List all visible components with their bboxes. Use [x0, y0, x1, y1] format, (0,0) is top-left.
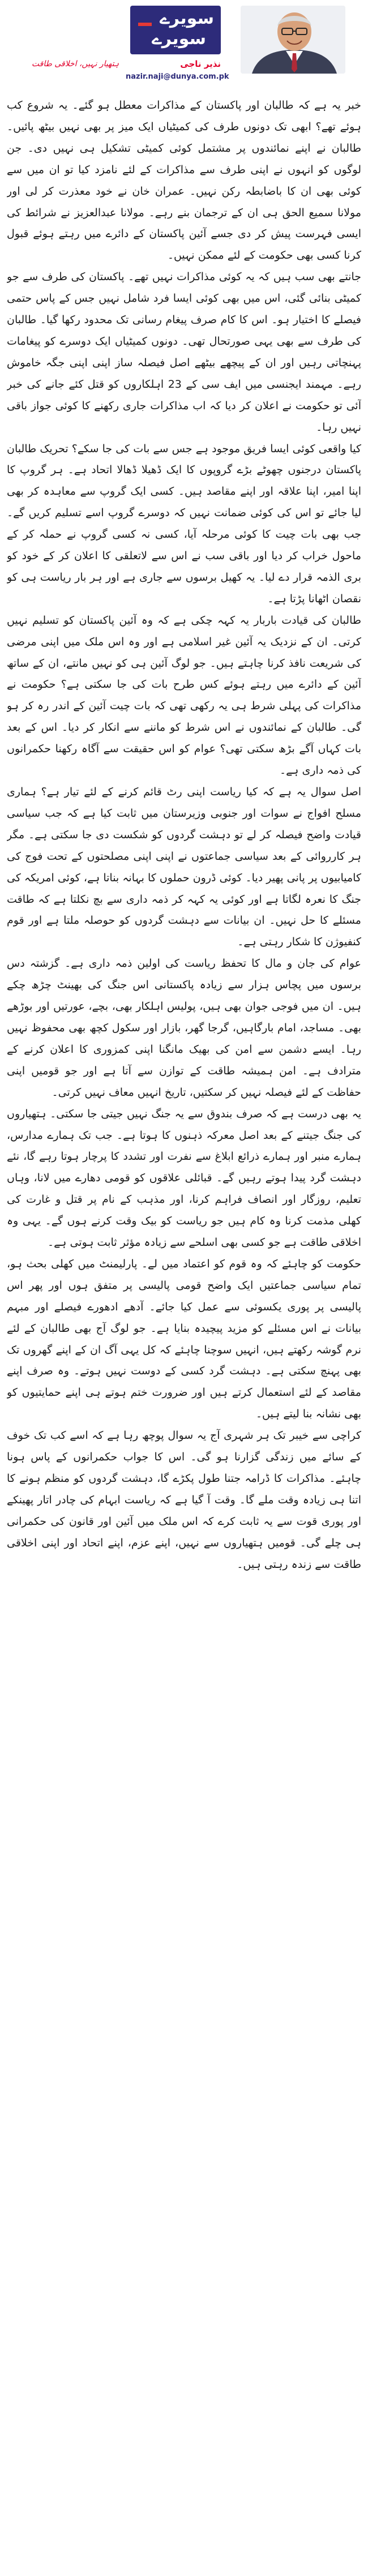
- author-name: نذیر ناجی: [180, 59, 221, 69]
- author-photo: [241, 6, 345, 74]
- column-header: [0, 0, 368, 91]
- article-paragraph: کیا واقعی کوئی ایسا فریق موجود ہے جس سے بات کی جا سکے؟ تحریک طالبان پاکستان درجنوں چھوٹے بڑے گروپوں کا ایک ڈھیلا ڈھالا اتحاد ہے۔ ہر گروپ کا اپنا امیر، اپنا علاقہ اور اپنے مقاصد ہیں۔ کسی ایک گروپ سے معاہدہ کر بھی لیا جائے تو اس کی کوئی ضمانت نہیں کہ دوسرے گروپ اسے تسلیم کریں گے۔ جب بھی بات چیت کا کوئی مرحلہ آیا، کسی نہ کسی گروپ نے حملہ کر کے ماحول خراب کر دیا اور باقی سب نے اس سے لاتعلقی کا اعلان کر کے خود کو بری الذمہ قرار دے لیا۔ یہ کھیل برسوں سے جاری ہے اور ہر بار ریاست ہی کو نقصان اٹھانا پڑتا ہے۔: [7, 442, 361, 605]
- article-paragraph: جانتے بھی سب ہیں کہ یہ کوئی مذاکرات نہیں تھے۔ پاکستان کی طرف سے جو کمیٹی بنائی گئی، اس میں بھی کوئی ایسا فرد شامل نہیں جس کے پاس حتمی فیصلے کا اختیار ہو۔ اس کا کام صرف پیغام رسانی تک محدود رکھا گیا۔ طالبان کی طرف سے بھی یہی صورتحال تھی۔ دونوں کمیٹیاں ایک دوسرے کو پیغامات پہنچاتی رہیں اور ان کے پیچھے بیٹھے اصل فیصلہ ساز اپنی اپنی جگہ خاموش رہے۔ مہمند ایجنسی میں ایف سی کے 23 اہلکاروں کو قتل کئے جانے کی خبر آئی تو حکومت نے اعلان کر دیا کہ اب مذاکرات جاری رکھنے کا کوئی جواز باقی نہیں رہا۔: [7, 271, 361, 434]
- article-paragraph: کراچی سے خیبر تک ہر شہری آج یہ سوال پوچھ رہا ہے کہ اسے کب تک خوف کے سائے میں زندگی گزارنا ہو گی۔ اس کا جواب حکمرانوں کے پاس ہونا چاہئے۔ مذاکرات کا ڈرامہ جتنا طول پکڑے گا، دہشت گردوں کو منظم ہونے کا اتنا ہی زیادہ وقت ملے گا۔ وقت آ گیا ہے کہ ریاست ابہام کی چادر اتار پھینکے اور پوری قوت سے یہ ثابت کرے کہ اس ملک میں آئین اور قانون کی حکمرانی ہی چلے گی۔ قومیں ہتھیاروں سے نہیں، اپنے عزم، اپنے اتحاد اور اپنی اخلاقی طاقت سے زندہ رہتی ہیں۔: [7, 1429, 361, 1571]
- article-paragraph: خبر یہ ہے کہ طالبان اور پاکستان کے مذاکرات معطل ہو گئے۔ یہ شروع کب ہوئے تھے؟ ابھی تک دونوں طرف کی کمیٹیاں ایک میز پر بھی نہیں بیٹھ پائیں۔ طالبان نے اپنے نمائندوں پر مشتمل کوئی کمیٹی تشکیل ہی نہیں دی۔ جن لوگوں کو انہوں نے اپنی طرف سے مذاکرات کے لئے نامزد کیا تو ان میں سے کوئی بھی ان کا باضابطہ رکن نہیں۔ عمران خان نے خود معذرت کر لی اور مولانا سمیع الحق ہی ان کے ترجمان بنے رہے۔ مولانا عبدالعزیز نے شرائط کی ایسی فہرست پیش کر دی جسے آئین پاکستان کے دائرے میں رہتے ہوئے قبول کرنا کسی بھی حکومت کے لئے ممکن نہیں۔: [7, 99, 361, 262]
- article-paragraph: اصل سوال یہ ہے کہ کیا ریاست اپنی رٹ قائم کرنے کے لئے تیار ہے؟ ہماری مسلح افواج نے سوات اور جنوبی وزیرستان میں ثابت کیا ہے کہ جب سیاسی قیادت واضح فیصلہ کر لے تو دہشت گردوں کو شکست دی جا سکتی ہے۔ مگر ہر کارروائی کے بعد سیاسی جماعتوں نے اپنی اپنی مصلحتوں کے تحت فوج کی کامیابیوں پر پانی پھیر دیا۔ کوئی ڈرون حملوں کا بہانہ بناتا ہے، کوئی امریکہ کی جنگ کا نعرہ لگاتا ہے اور کوئی یہ کہہ کر ذمہ داری سے بچ نکلتا ہے کہ طاقت مسئلے کا حل نہیں۔ ان بیانات سے دہشت گردوں کو حوصلہ ملتا ہے اور قوم کنفیوژن کا شکار رہتی ہے۔: [7, 786, 361, 949]
- author-email: nazir.naji@dunya.com.pk: [126, 72, 229, 81]
- logo-accent-icon: [138, 23, 152, 26]
- logo-line-2: سویرے: [152, 29, 206, 49]
- column-logo: [130, 6, 221, 54]
- column-title: ہتھیار نہیں، اخلاقی طاقت: [31, 59, 119, 68]
- article-paragraph: یہ بھی درست ہے کہ صرف بندوق سے یہ جنگ نہیں جیتی جا سکتی۔ ہتھیاروں کی جنگ جیتنے کے بعد اصل معرکہ ذہنوں کا ہوتا ہے۔ جب تک ہمارے مدارس، ہمارے منبر اور ہمارے ذرائع ابلاغ سے نفرت اور تشدد کا پرچار ہوتا رہے گا، نئے دہشت گرد پیدا ہوتے رہیں گے۔ قبائلی علاقوں کو قومی دھارے میں لانا، وہاں تعلیم، روزگار اور انصاف فراہم کرنا، اور مذہب کے نام پر قتل و غارت کی کھلی مذمت کرنا وہ کام ہیں جو ریاست کو بیک وقت کرنے ہوں گے۔ یہی وہ اخلاقی طاقت ہے جو کسی بھی اسلحے سے زیادہ مؤثر ثابت ہوتی ہے۔: [7, 1107, 361, 1249]
- article-paragraph: طالبان کی قیادت باربار یہ کہہ چکی ہے کہ وہ آئین پاکستان کو تسلیم نہیں کرتی۔ ان کے نزدیک یہ آئین غیر اسلامی ہے اور وہ اس ملک میں اپنی مرضی کی شریعت نافذ کرنا چاہتے ہیں۔ جو لوگ آئین ہی کو نہیں مانتے، ان کے ساتھ آئین کے دائرے میں رہتے ہوئے کس طرح بات کی جا سکتی ہے؟ حکومت نے مذاکرات کی پہلی شرط ہی یہ رکھی تھی کہ بات چیت آئین کے اندر رہ کر ہو گی۔ طالبان کے نمائندوں نے اس شرط کو ماننے سے انکار کر دیا۔ اس کے بعد بات کہاں آگے بڑھ سکتی تھی؟ عوام کو اس حقیقت سے آگاہ رکھنا حکمرانوں کی ذمہ داری ہے۔: [7, 614, 361, 777]
- article-paragraph: حکومت کو چاہئے کہ وہ قوم کو اعتماد میں لے۔ پارلیمنٹ میں کھلی بحث ہو، تمام سیاسی جماعتیں ایک واضح قومی پالیسی پر متفق ہوں اور پھر اس پالیسی پر پوری یکسوئی سے عمل کیا جائے۔ آدھے ادھورے فیصلے اور مبہم بیانات نے اس مسئلے کو مزید پیچیدہ بنایا ہے۔ جو لوگ آج بھی طالبان کے لئے نرم گوشہ رکھتے ہیں، انہیں سوچنا چاہئے کہ کل یہی آگ ان کے اپنے گھروں تک بھی پہنچ سکتی ہے۔ دہشت گرد کسی کے دوست نہیں ہوتے۔ وہ صرف اپنے مقاصد کے لئے استعمال کرتے ہیں اور ضرورت ختم ہوتے ہی اپنے حمایتیوں کو بھی نشانہ بنا لیتے ہیں۔: [7, 1257, 361, 1421]
- article-paragraph: عوام کی جان و مال کا تحفظ ریاست کی اولین ذمہ داری ہے۔ گزشتہ دس برسوں میں پچاس ہزار سے زیادہ پاکستانی اس جنگ کی بھینٹ چڑھ چکے ہیں۔ ان میں فوجی جوان بھی ہیں، پولیس اہلکار بھی، بچے، عورتیں اور بوڑھے بھی۔ مساجد، امام بارگاہیں، گرجا گھر، بازار اور سکول کچھ بھی محفوظ نہیں رہا۔ ایسے دشمن سے امن کی بھیک مانگنا اپنی کمزوری کا اعلان کرنے کے مترادف ہے۔ امن ہمیشہ طاقت کے توازن سے آتا ہے اور جو قومیں اپنی حفاظت کے لئے فیصلہ نہیں کر سکتیں، تاریخ انہیں معاف نہیں کرتی۔: [7, 957, 361, 1099]
- author-portrait-icon: [241, 6, 345, 74]
- article-body: [7, 95, 361, 2569]
- logo-line-1: سویرے: [160, 8, 214, 28]
